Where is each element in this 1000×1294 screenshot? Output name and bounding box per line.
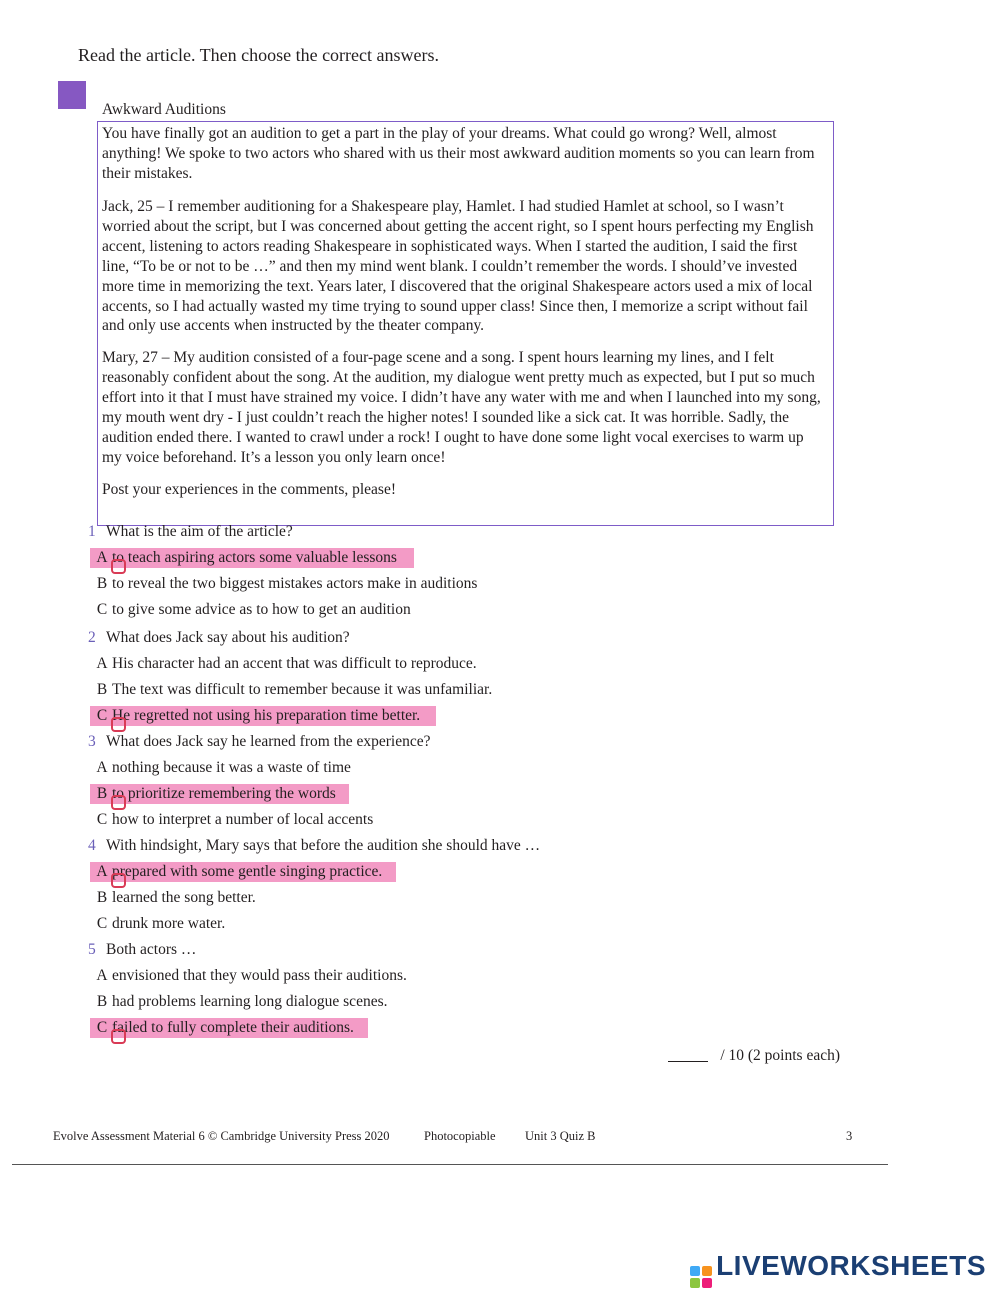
option-letter: A (96, 863, 108, 880)
answer-option[interactable] (90, 784, 349, 804)
score-line (668, 1047, 840, 1065)
footer-unit: Unit 3 Quiz B (525, 1129, 596, 1143)
question-number: 4 (88, 837, 96, 854)
option-letter: C (96, 707, 108, 724)
answer-option[interactable] (90, 862, 396, 882)
score-text: / 10 (2 points each) (720, 1047, 840, 1064)
footer-divider (12, 1164, 888, 1165)
question-4 (88, 836, 540, 856)
liveworksheets-logo-icon (690, 1266, 712, 1288)
option-text: failed to fully complete their auditions. (112, 1019, 354, 1036)
question-text: Both actors … (106, 941, 197, 958)
option-text: He regretted not using his preparation time better. (112, 707, 421, 724)
answer-checkbox-icon[interactable] (111, 1029, 126, 1044)
option-letter: B (96, 889, 108, 906)
option-text: to reveal the two biggest mistakes actors make in auditions (112, 575, 478, 592)
answer-option[interactable] (90, 574, 479, 594)
option-letter: C (96, 915, 108, 932)
option-letter: B (96, 993, 108, 1010)
article-paragraph-jack: Jack, 25 – I remember auditioning for a Shakespeare play, Hamlet. I had studied Hamlet at school, so I wasn’t worried about the script, but I was concerned about getting the accent right, so I spent hours perfecting my English accent, listening to actors reading Shakespeare in sophisticated ways. When I started the audition, I said the first line, “To be or not to be …” and then my mind went blank. I couldn’t remember the words. I should’ve invested more time in memorizing the text. Years later, I discovered that the original Shakespeare actors used a mix of local accents, so I had actually wasted my time trying to sound upper class! Since then, I memorize a script without fail and only use accents when instructed by the theater company. (102, 198, 814, 335)
section-marker (58, 81, 86, 109)
answer-option[interactable] (90, 1018, 368, 1038)
question-text: With hindsight, Mary says that before the audition she should have … (106, 837, 541, 854)
question-2 (88, 628, 350, 648)
option-text: to prioritize remembering the words (112, 785, 336, 802)
answer-checkbox-icon[interactable] (111, 559, 126, 574)
option-text: nothing because it was a waste of time (112, 759, 351, 776)
footer-copyright: Evolve Assessment Material 6 © Cambridge University Press 2020 (53, 1129, 390, 1143)
option-letter: A (96, 549, 108, 566)
question-number: 3 (88, 733, 96, 750)
option-letter: A (96, 967, 108, 984)
answer-option[interactable] (90, 966, 409, 986)
question-5 (88, 940, 196, 960)
answer-checkbox-icon[interactable] (111, 717, 126, 732)
option-text: to teach aspiring actors some valuable lessons (112, 549, 397, 566)
option-text: how to interpret a number of local accents (112, 811, 374, 828)
option-text: prepared with some gentle singing practice. (112, 863, 383, 880)
footer-page-number: 3 (846, 1129, 853, 1143)
question-number: 2 (88, 629, 96, 646)
option-text: The text was difficult to remember because it was unfamiliar. (112, 681, 493, 698)
option-letter: C (96, 1019, 108, 1036)
answer-option[interactable] (90, 888, 258, 908)
option-text: learned the song better. (112, 889, 256, 906)
question-text: What is the aim of the article? (106, 523, 293, 540)
instructions: Read the article. Then choose the correct answers. (78, 45, 440, 65)
answer-option[interactable] (90, 758, 353, 778)
article-paragraph-outro: Post your experiences in the comments, please! (102, 481, 396, 498)
article-title: Awkward Auditions (102, 101, 226, 118)
option-text: His character had an accent that was difficult to reproduce. (112, 655, 477, 672)
article-paragraph-mary: Mary, 27 – My audition consisted of a four-page scene and a song. I spent hours learning my lines, and I felt reasonably confident about the song. At the audition, my dialogue went pretty much as expected, but I put so much effort into it that I must have strained my voice. I didn’t have any water with me and when I launched into my song, my mouth went dry - I just couldn’t reach the higher notes! I sounded like a sick cat. It was horrible. Sadly, the audition ended there. I wanted to crawl under a rock! I ought to have done some light vocal exercises to warm up my voice beforehand. It’s a lesson you only learn once! (102, 349, 821, 466)
question-text: What does Jack say he learned from the experience? (106, 733, 431, 750)
question-number: 5 (88, 941, 96, 958)
liveworksheets-brand (690, 1250, 986, 1288)
answer-option[interactable] (90, 914, 227, 934)
option-text: to give some advice as to how to get an audition (112, 601, 411, 618)
answer-option[interactable] (90, 680, 494, 700)
answer-checkbox-icon[interactable] (111, 873, 126, 888)
question-text: What does Jack say about his audition? (106, 629, 350, 646)
question-3 (88, 732, 430, 752)
answer-checkbox-icon[interactable] (111, 795, 126, 810)
option-letter: C (96, 601, 108, 618)
option-letter: B (96, 681, 108, 698)
answer-option[interactable] (90, 654, 479, 674)
option-letter: C (96, 811, 108, 828)
article-paragraph-intro: You have finally got an audition to get a part in the play of your dreams. What could go wrong? Well, almost anything! We spoke to two actors who shared with us their most awkward audition moments so you can learn from their mistakes. (102, 125, 815, 182)
question-number: 1 (88, 523, 96, 540)
option-text: envisioned that they would pass their auditions. (112, 967, 407, 984)
brand-name: LIVEWORKSHEETS (716, 1250, 986, 1281)
option-letter: A (96, 655, 108, 672)
footer-photocopiable: Photocopiable (424, 1129, 496, 1143)
option-text: had problems learning long dialogue scenes. (112, 993, 388, 1010)
answer-option[interactable] (90, 548, 414, 568)
answer-option[interactable] (90, 600, 413, 620)
option-letter: B (96, 575, 108, 592)
option-letter: B (96, 785, 108, 802)
answer-option[interactable] (90, 810, 375, 830)
answer-option[interactable] (90, 992, 389, 1012)
question-1 (88, 522, 293, 542)
answer-option[interactable] (90, 706, 436, 726)
option-text: drunk more water. (112, 915, 226, 932)
score-blank[interactable] (668, 1061, 708, 1062)
option-letter: A (96, 759, 108, 776)
